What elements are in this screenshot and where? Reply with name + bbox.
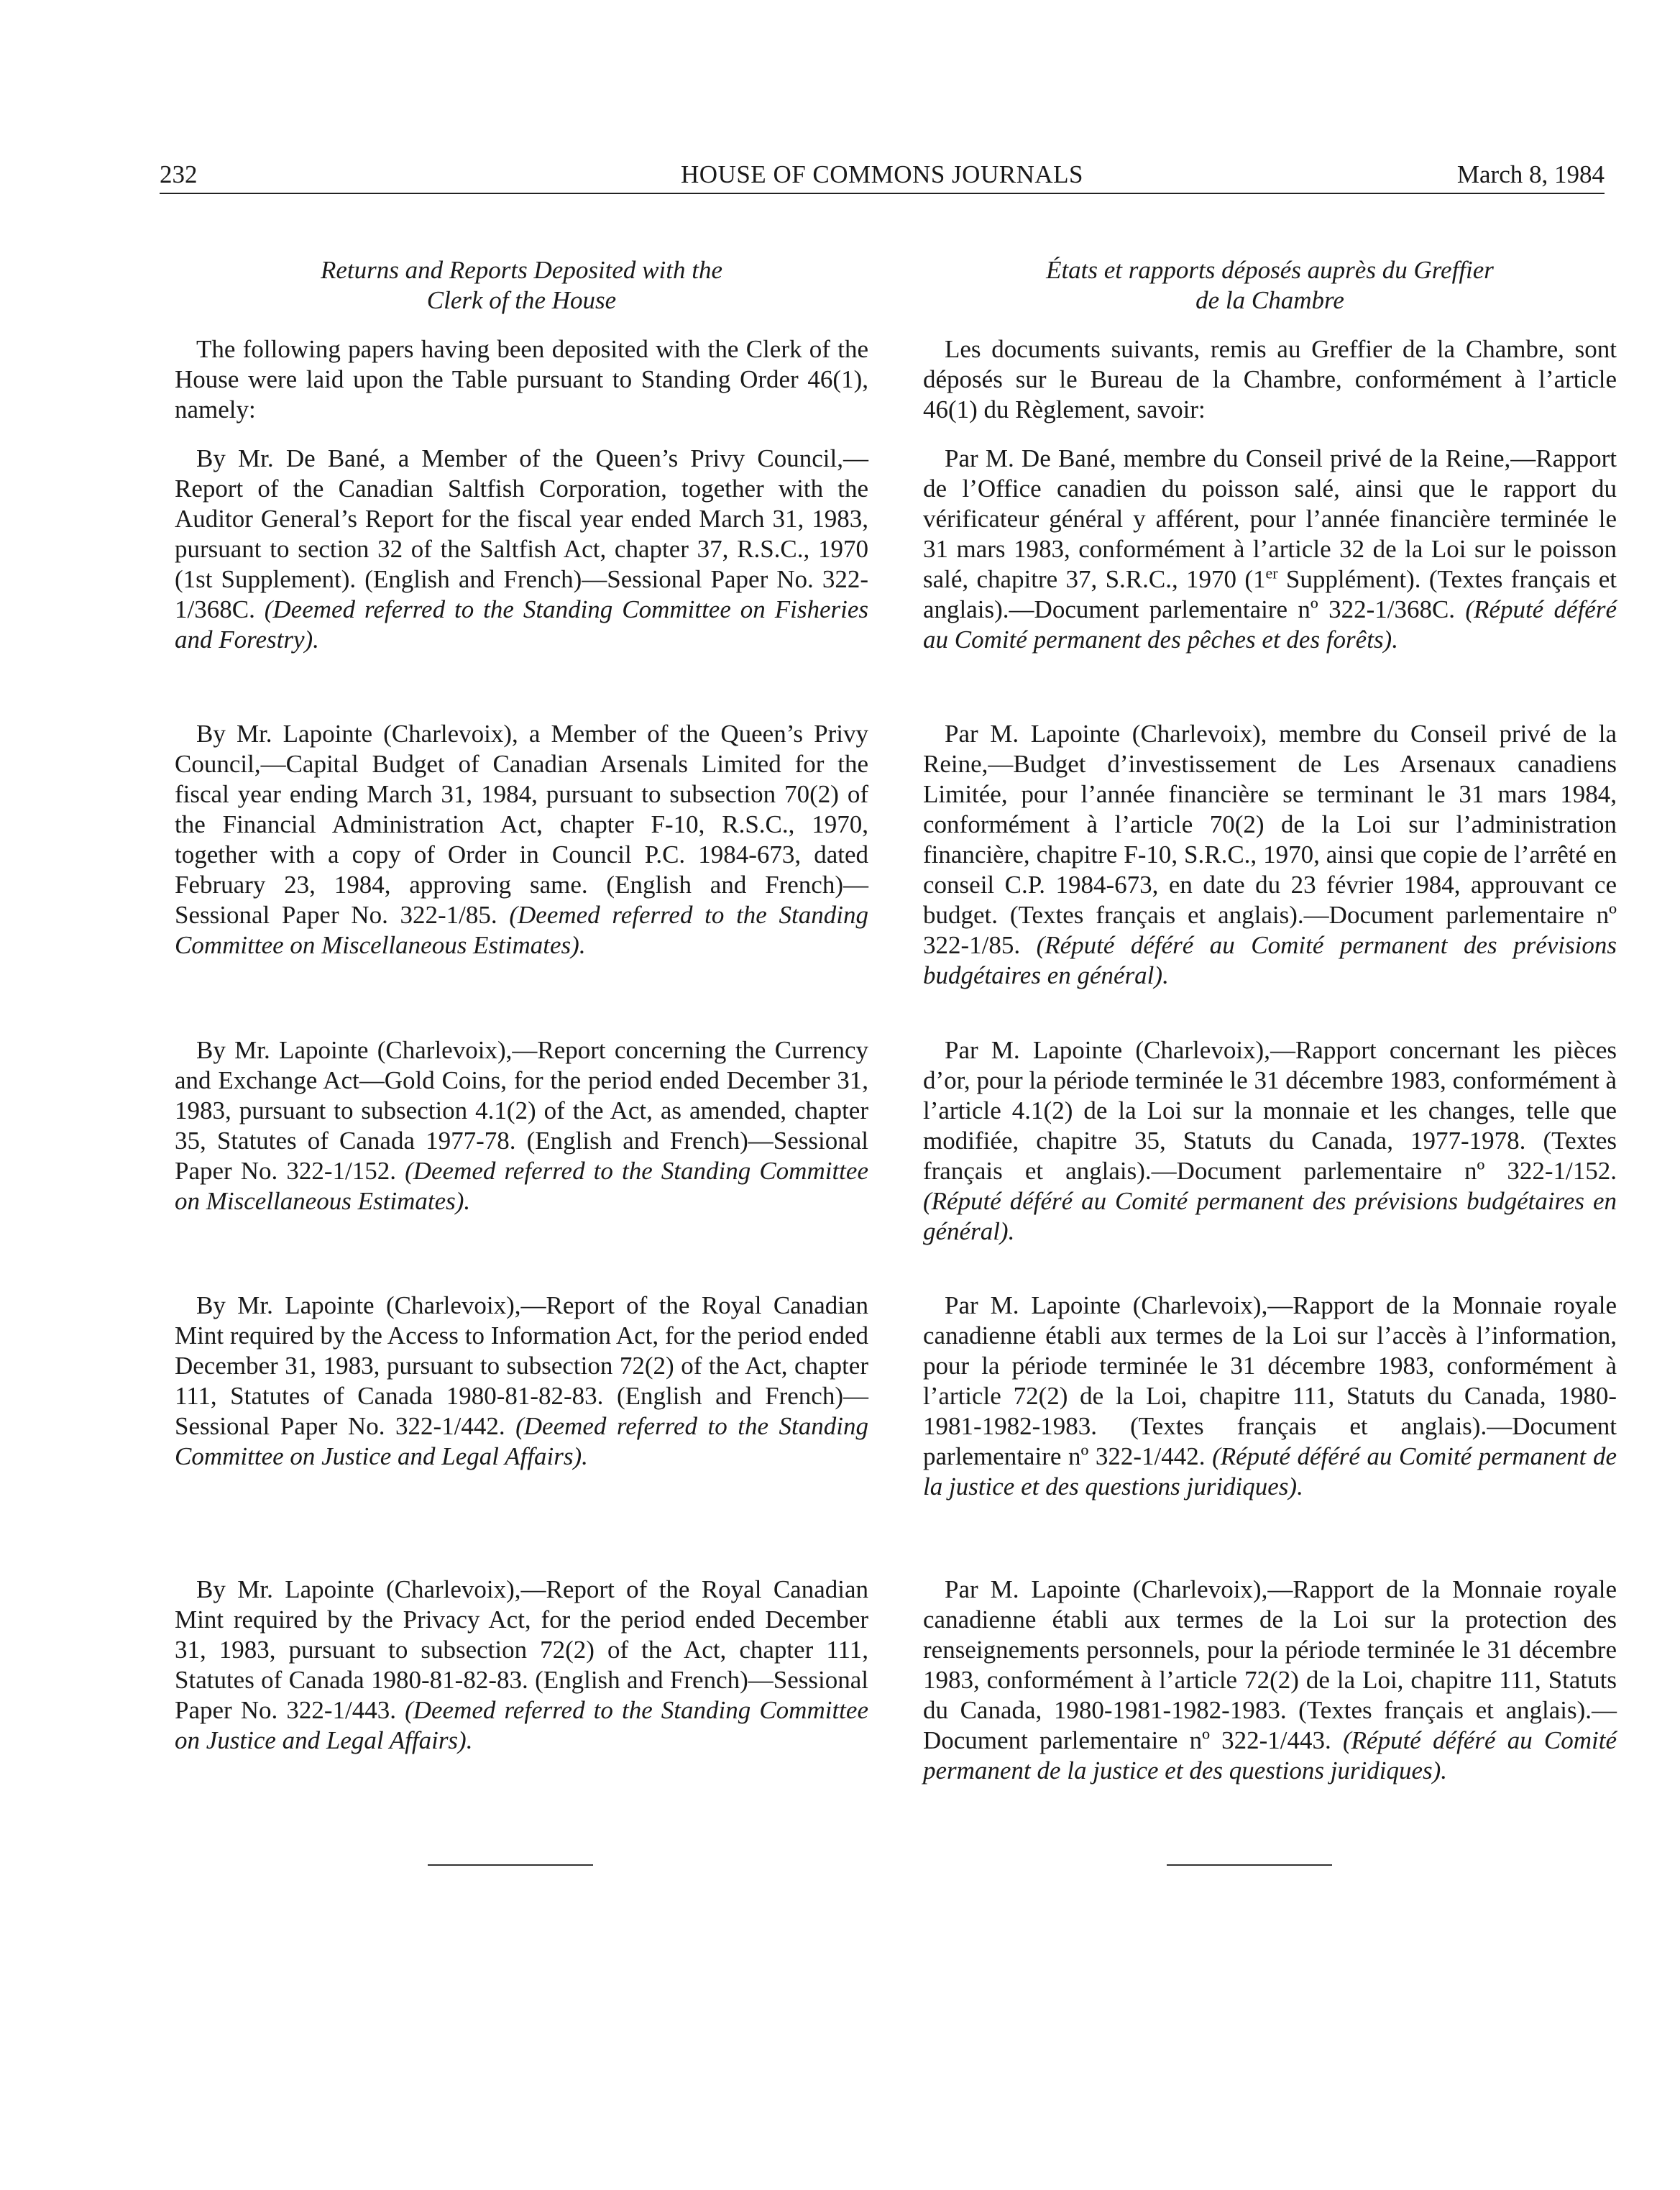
french-paragraph-access-info: Par M. Lapointe (Charlevoix),—Rapport de la Monnaie royale canadienne établi aux termes de la Loi sur l’accès à l’information, pour la période terminée le 31 décembre 1983, conformément à l’article 72(2) de la Loi, chapitre 111, Statuts du Canada, 1980-1981-1982-1983. (Textes français et anglais).—Document parlementaire nº 322-1/442. (Réputé déféré au Comité permanent de la justice et des questions juridiques). [923,1291,1617,1501]
english-section-title-line2: Clerk of the House [426,286,617,314]
french-paragraph-arsenals: Par M. Lapointe (Charlevoix), membre du Conseil privé de la Reine,—Budget d’investissement de Les Arsenaux canadiens Limitée, pour l’année financière se terminant le 31 mars 1984, conformément à l’article 70(2) de la Loi sur l’administration financière, chapitre F-10, S.R.C., 1970, ainsi que copie de l’arrêté en conseil C.P. 1984-673, en date du 23 février 1984, approuvant ce budget. (Textes français et anglais).—Document parlementaire nº 322-1/85. (Réputé déféré au Comité permanent des prévisions budgétaires en général). [923,720,1617,989]
french-paragraph-intro: Les documents suivants, remis au Greffier de la Chambre, sont déposés sur le Bureau de la Chambre, conformément à l’article 46(1) du Règlement, savoir: [923,335,1617,423]
english-column [175,255,868,1754]
committee-referral: (Réputé déféré au Comité permanent des pêches et des forêts). [923,595,1617,654]
french-paragraph-privacy: Par M. Lapointe (Charlevoix),—Rapport de la Monnaie royale canadienne établi aux termes de la Loi sur la protection des renseignements personnels, pour la période terminée le 31 décembre 1983, conformément à l’article 72(2) de la Loi, chapitre 111, Statuts du Canada, 1980-1981-1982-1983. (Textes français et anglais).—Document parlementaire nº 322-1/443. (Réputé déféré au Comité permanent de la justice et des questions juridiques). [923,1575,1617,1784]
french-end-rule [1167,1864,1332,1866]
committee-referral: (Réputé déféré au Comité permanent de la justice et des questions juridiques). [923,1726,1617,1784]
english-paragraph-arsenals: By Mr. Lapointe (Charlevoix), a Member of the Queen’s Privy Council,—Capital Budget of Canadian Arsenals Limited for the fiscal year ending March 31, 1984, pursuant to subsection 70(2) of the Financial Administration Act, chapter F-10, R.S.C., 1970, together with a copy of Order in Council P.C. 1984-673, dated February 23, 1984, approving same. (English and French)—Sessional Paper No. 322-1/85. (Deemed referred to the Standing Committee on Miscellaneous Estimates). [175,720,868,959]
french-column [923,255,1617,1784]
english-paragraph-saltfish: By Mr. De Bané, a Member of the Queen’s Privy Council,—Report of the Canadian Saltfish Corporation, together with the Auditor General’s Report for the fiscal year ended March 31, 1983, pursuant to section 32 of the Saltfish Act, chapter 37, R.S.C., 1970 (1st Supplement). (English and French)—Sessional Paper No. 322-1/368C. (Deemed referred to the Standing Committee on Fisheries and Forestry). [175,444,868,654]
english-section-title-line1: Returns and Reports Deposited with the [321,256,722,284]
english-end-rule [428,1864,593,1866]
french-paragraph-saltfish: Par M. De Bané, membre du Conseil privé de la Reine,—Rapport de l’Office canadien du poisson salé, ainsi que le rapport du vérificateur général y afférent, pour l’année financière terminée le 31 mars 1983, conformément à l’article 32 de la Loi sur le poisson salé, chapitre 37, S.R.C., 1970 (1er Supplément). (Textes français et anglais).—Document parlementaire nº 322-1/368C. (Réputé déféré au Comité permanent des pêches et des forêts). [923,444,1617,654]
french-paragraph-gold-coins: Par M. Lapointe (Charlevoix),—Rapport concernant les pièces d’or, pour la période terminée le 31 décembre 1983, conformément à l’article 4.1(2) de la Loi sur la monnaie et les changes, telle que modifiée, chapitre 35, Statuts du Canada, 1977-1978. (Textes français et anglais).—Document parlementaire nº 322-1/152. (Réputé déféré au Comité permanent des prévisions budgétaires en général). [923,1036,1617,1245]
committee-referral: (Deemed referred to the Standing Committee on Justice and Legal Affairs). [175,1412,868,1470]
english-paragraph-gold-coins: By Mr. Lapointe (Charlevoix),—Report concerning the Currency and Exchange Act—Gold Coins, for the period ended December 31, 1983, pursuant to subsection 4.1(2) of the Act, as amended, chapter 35, Statutes of Canada 1977-78. (English and French)—Sessional Paper No. 322-1/152. (Deemed referred to the Standing Committee on Miscellaneous Estimates). [175,1036,868,1215]
french-section-title-line1: États et rapports déposés auprès du Greffier [1046,256,1494,284]
committee-referral: (Réputé déféré au Comité permanent de la justice et des questions juridiques). [923,1442,1617,1501]
french-section-title-line2: de la Chambre [1195,286,1344,314]
committee-referral: (Deemed referred to the Standing Committee on Miscellaneous Estimates). [175,1157,868,1215]
english-section-title [175,255,868,316]
page-header [160,157,1605,194]
committee-referral: (Deemed referred to the Standing Committee on Fisheries and Forestry). [175,595,868,654]
french-section-title [923,255,1617,316]
journal-title: HOUSE OF COMMONS JOURNALS [681,160,1083,188]
committee-referral: (Réputé déféré au Comité permanent des prévisions budgétaires en général). [923,1187,1617,1245]
superscript: er [1265,564,1278,582]
page-number: 232 [160,160,198,188]
committee-referral: (Réputé déféré au Comité permanent des prévisions budgétaires en général). [923,931,1617,989]
english-paragraph-privacy: By Mr. Lapointe (Charlevoix),—Report of the Royal Canadian Mint required by the Privacy Act, for the period ended December 31, 1983, pursuant to subsection 72(2) of the Act, chapter 111, Statutes of Canada 1980-81-82-83. (English and French)—Sessional Paper No. 322-1/443. (Deemed referred to the Standing Committee on Justice and Legal Affairs). [175,1575,868,1754]
committee-referral: (Deemed referred to the Standing Committee on Justice and Legal Affairs). [175,1696,868,1754]
committee-referral: (Deemed referred to the Standing Committee on Miscellaneous Estimates). [175,901,868,959]
english-paragraph-intro: The following papers having been deposited with the Clerk of the House were laid upon the Table pursuant to Standing Order 46(1), namely: [175,335,868,423]
journal-date: March 8, 1984 [1456,160,1605,188]
english-paragraph-access-info: By Mr. Lapointe (Charlevoix),—Report of the Royal Canadian Mint required by the Access to Information Act, for the period ended December 31, 1983, pursuant to subsection 72(2) of the Act, chapter 111, Statutes of Canada 1980-81-82-83. (English and French)—Sessional Paper No. 322-1/442. (Deemed referred to the Standing Committee on Justice and Legal Affairs). [175,1291,868,1470]
